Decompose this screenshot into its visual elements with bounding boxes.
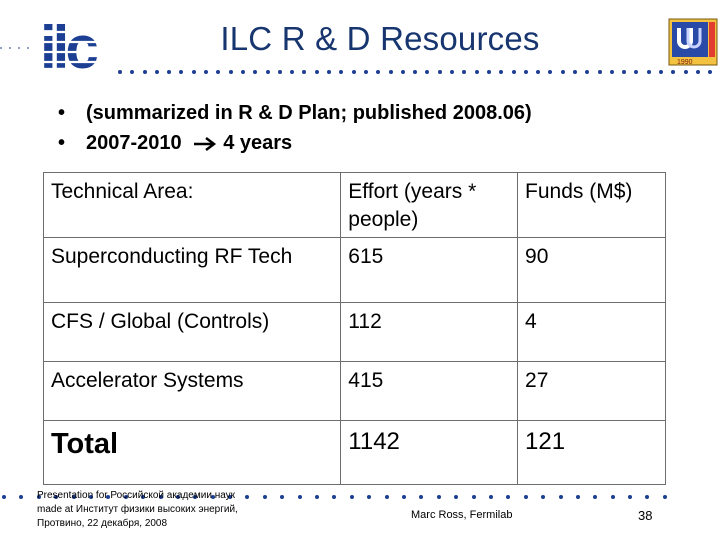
decorative-dot bbox=[598, 70, 602, 74]
decorative-dot bbox=[216, 70, 220, 74]
decorative-dot bbox=[179, 70, 183, 74]
header-funds: Funds (M$) bbox=[518, 173, 666, 238]
decorative-dot bbox=[647, 70, 651, 74]
decorative-dot bbox=[376, 70, 380, 74]
header-technical-area: Technical Area: bbox=[44, 173, 341, 238]
decorative-dot bbox=[155, 70, 159, 74]
footer-line: Протвино, 22 декабря, 2008 bbox=[37, 518, 168, 529]
decorative-dot bbox=[663, 495, 667, 499]
decorative-dot bbox=[130, 70, 134, 74]
decorative-dot bbox=[401, 70, 405, 74]
decorative-dot bbox=[204, 70, 208, 74]
decorative-dot bbox=[402, 495, 406, 499]
decorative-dot bbox=[487, 70, 491, 74]
footer-line: made at Институт физики высоких энергий, bbox=[37, 504, 238, 515]
decorative-dot bbox=[684, 70, 688, 74]
top-dot-row bbox=[118, 70, 720, 74]
bullet-text-start: 2007-2010 bbox=[86, 132, 182, 154]
table-header-row bbox=[44, 173, 666, 238]
decorative-dot bbox=[332, 495, 336, 499]
decorative-dot bbox=[438, 70, 442, 74]
decorative-dot bbox=[450, 70, 454, 74]
decorative-dot bbox=[263, 495, 267, 499]
decorative-dot bbox=[593, 495, 597, 499]
bullet-marker: • bbox=[58, 102, 66, 124]
decorative-dot bbox=[622, 70, 626, 74]
cell-area: Accelerator Systems bbox=[44, 362, 341, 421]
decorative-dot bbox=[350, 495, 354, 499]
decorative-dot bbox=[425, 70, 429, 74]
decorative-dot bbox=[253, 70, 257, 74]
bullet-list bbox=[58, 98, 532, 158]
right-arrow-icon bbox=[193, 136, 217, 152]
cell-effort: 415 bbox=[341, 362, 518, 421]
table-row bbox=[44, 303, 666, 362]
decorative-dot bbox=[536, 70, 540, 74]
cell-effort: 615 bbox=[341, 238, 518, 303]
decorative-dot bbox=[472, 495, 476, 499]
decorative-dot bbox=[245, 495, 249, 499]
decorative-dot bbox=[298, 495, 302, 499]
slide-title: ILC R & D Resources bbox=[220, 20, 540, 57]
svg-text:ilc: ilc bbox=[40, 14, 95, 74]
decorative-dot bbox=[475, 70, 479, 74]
bullet-item bbox=[58, 98, 532, 128]
footer-line: Presentation for Российской академии наук bbox=[37, 490, 236, 501]
decorative-dot bbox=[576, 495, 580, 499]
decorative-dot bbox=[2, 495, 6, 499]
cell-total-effort: 1142 bbox=[341, 421, 518, 485]
decorative-dot bbox=[389, 70, 393, 74]
table-total-row bbox=[44, 421, 666, 485]
cell-area: Superconducting RF Tech bbox=[44, 238, 341, 303]
cell-funds: 4 bbox=[518, 303, 666, 362]
decorative-dot bbox=[610, 70, 614, 74]
decorative-dot bbox=[266, 70, 270, 74]
decorative-dot bbox=[290, 70, 294, 74]
decorative-dot bbox=[315, 495, 319, 499]
decorative-dot bbox=[611, 495, 615, 499]
decorative-dot bbox=[506, 495, 510, 499]
decorative-dot bbox=[315, 70, 319, 74]
table-row bbox=[44, 362, 666, 421]
cell-total-label: Total bbox=[44, 421, 341, 485]
decorative-dot bbox=[339, 70, 343, 74]
decorative-dot bbox=[548, 70, 552, 74]
decorative-dot bbox=[364, 70, 368, 74]
decorative-dot bbox=[327, 70, 331, 74]
resources-table bbox=[43, 172, 666, 485]
svg-text:1990: 1990 bbox=[677, 59, 693, 66]
decorative-dot bbox=[671, 70, 675, 74]
decorative-dot bbox=[385, 495, 389, 499]
decorative-dot bbox=[634, 70, 638, 74]
decorative-dot bbox=[708, 70, 712, 74]
cell-effort: 112 bbox=[341, 303, 518, 362]
decorative-dot bbox=[489, 495, 493, 499]
decorative-dot bbox=[462, 70, 466, 74]
table-row bbox=[44, 238, 666, 303]
decorative-dot bbox=[437, 495, 441, 499]
decorative-dot bbox=[645, 495, 649, 499]
decorative-dot bbox=[278, 70, 282, 74]
bullet-item bbox=[58, 128, 532, 158]
decorative-dot bbox=[118, 70, 122, 74]
decorative-dot bbox=[280, 495, 284, 499]
bullet-text: (summarized in R & D Plan; published 2008.06) bbox=[86, 102, 532, 124]
decorative-dot bbox=[573, 70, 577, 74]
decorative-dot bbox=[241, 70, 245, 74]
bullet-marker: • bbox=[58, 132, 66, 154]
header-effort: Effort (years * people) bbox=[341, 173, 518, 238]
decorative-dot bbox=[696, 70, 700, 74]
decorative-dot bbox=[229, 70, 233, 74]
decorative-dot bbox=[192, 70, 196, 74]
decorative-dot bbox=[585, 70, 589, 74]
decorative-dot bbox=[367, 495, 371, 499]
decorative-dot bbox=[541, 495, 545, 499]
bullet-text-end: 4 years bbox=[223, 132, 293, 154]
decorative-dot bbox=[352, 70, 356, 74]
decorative-dot bbox=[454, 495, 458, 499]
cell-total-funds: 121 bbox=[518, 421, 666, 485]
decorative-dot bbox=[143, 70, 147, 74]
cell-area: CFS / Global (Controls) bbox=[44, 303, 341, 362]
footer-presentation-info bbox=[37, 489, 238, 531]
decorative-dot bbox=[524, 495, 528, 499]
footer-author: Marc Ross, Fermilab bbox=[411, 509, 513, 521]
decorative-dot bbox=[413, 70, 417, 74]
decorative-dot bbox=[628, 495, 632, 499]
decorative-dot bbox=[419, 495, 423, 499]
decorative-dot bbox=[659, 70, 663, 74]
decorative-dot bbox=[19, 495, 23, 499]
decorative-dot bbox=[167, 70, 171, 74]
cell-funds: 27 bbox=[518, 362, 666, 421]
decorative-dot bbox=[499, 70, 503, 74]
decorative-dot bbox=[512, 70, 516, 74]
decorative-dot bbox=[559, 495, 563, 499]
decorative-dot bbox=[302, 70, 306, 74]
cell-funds: 90 bbox=[518, 238, 666, 303]
decorative-dot bbox=[561, 70, 565, 74]
decorative-dot bbox=[524, 70, 528, 74]
page-number: 38 bbox=[638, 508, 653, 523]
